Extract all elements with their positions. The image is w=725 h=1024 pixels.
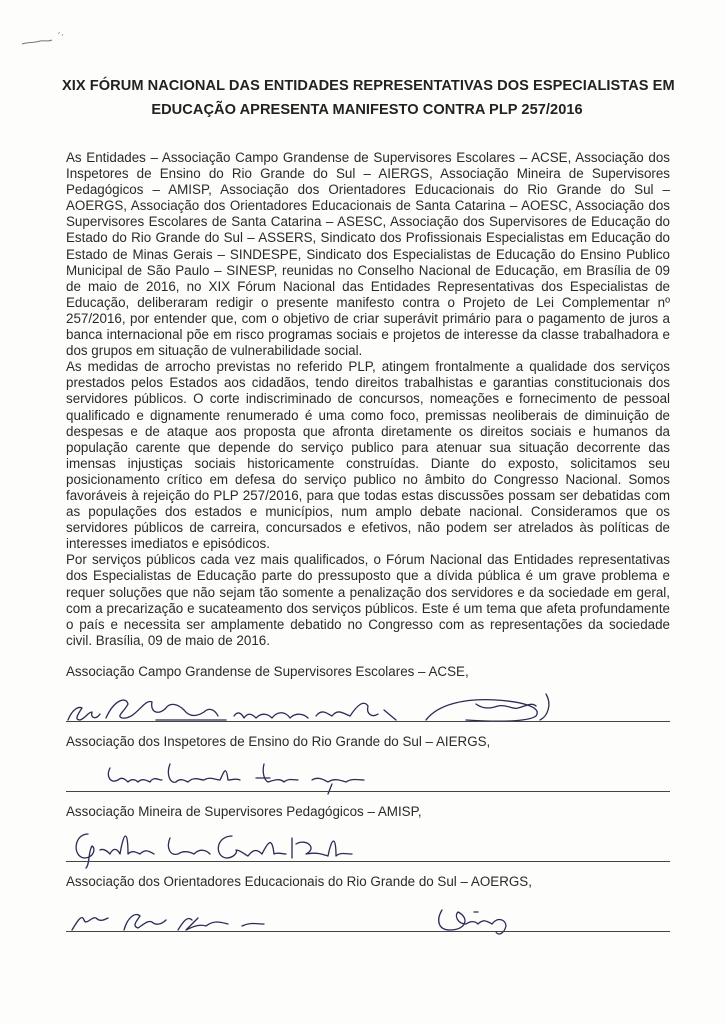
title-line-2: EDUCAÇÃO APRESENTA MANIFESTO CONTRA PLP 257/2016 (151, 102, 583, 118)
signature-label: Associação Mineira de Supervisores Pedagógicos – AMISP, (66, 804, 422, 819)
paragraph-1: As Entidades – Associação Campo Grandense de Supervisores Escolares – ACSE, Associação dos Inspetores de Ensino do Rio Grande do Sul – AIERGS, Associação Mineira de Supervisores Pedagógicos – AMISP, Associação dos Orientadores Educacionais do Rio Grande do Sul – AOERGS, Associação dos Orientadores Educacionais de Santa Catarina – AOESC, Associação dos Supervisores Escolares de Santa Catarina – ASESC, Associação dos Supervisores de Educação do Estado do Rio Grande do Sul – ASSERS, Sindicato dos Profissionais Especialistas em Educação do Estado de Minas Gerais – SINDESPE, Sindicato dos Especialistas de Educação do Ensino Publico Municipal de São Paulo – SINESP, reunidas no Conselho Nacional de Educação, em Brasília de 09 de maio de 2016, no XIX Fórum Nacional das Entidades Representativas dos Especialistas de Educação, deliberaram redigir o presente manifesto contra o Projeto de Lei Complementar nº 257/2016, por entender que, com o objetivo de criar superávit primário para o pagamento de juros a banca internacional põe em risco programas sociais e projetos de interesse da classe trabalhadora e dos grupos em situação de vulnerabilidade social. (66, 150, 670, 359)
paragraph-2: As medidas de arrocho previstas no referido PLP, atingem frontalmente a qualidade dos serviços prestados pelos Estados aos cidadãos, tendo direitos trabalhistas e garantias constitucionais dos servidores públicos. O corte indiscriminado de concursos, nomeações e fornecimento de pessoal qualificado e dignamente renumerado é uma como foco, premissas neoliberais de diminuição de despesas e de ataque aos proposta que afronta diretamente os direitos sociais e humanos da população carente que depende do serviço publico para atenuar sua situação decorrente das imensas injustiças sociais historicamente construídas. Diante do exposto, solicitamos seu posicionamento crítico em defesa do serviço publico no âmbito do Congresso Nacional. Somos favoráveis à rejeição do PLP 257/2016, para que todas estas discussões possam ser debatidas com as populações dos estados e municípios, num amplo debate nacional. Consideramos que os servidores públicos de carreira, concursados e efetivos, não podem ser atrelados às políticas de interesses imediatos e episódicos. (66, 359, 670, 552)
handwritten-signature (66, 820, 670, 864)
signature-block-aoergs (66, 874, 670, 934)
signature-label: Associação dos Orientadores Educacionais do Rio Grande do Sul – AOERGS, (66, 874, 532, 889)
signature-line (66, 721, 670, 722)
signature-area (66, 680, 670, 724)
handwritten-signature (66, 750, 670, 794)
signature-area (66, 750, 670, 794)
handwritten-signature (66, 890, 670, 934)
signature-block-amisp (66, 804, 670, 864)
signature-line (66, 861, 670, 862)
signature-label: Associação Campo Grandense de Supervisores Escolares – ACSE, (66, 664, 469, 679)
signature-area (66, 820, 670, 864)
signature-line (66, 791, 670, 792)
paragraph-3: Por serviços públicos cada vez mais qualificados, o Fórum Nacional das Entidades representativas dos Especialistas de Educação parte do pressuposto que a dívida pública é um grave problema e requer soluções que não sejam tão somente a penalização dos servidores e da sociedade em geral, com a precarização e sucateamento dos serviços públicos. Este é um tema que afeta profundamente o país e necessita ser amplamente debatido no Congresso com as representações da sociedade civil. Brasília, 09 de maio de 2016. (66, 552, 670, 648)
signature-block-aiergs (66, 734, 670, 794)
handwritten-signature (66, 680, 670, 724)
signature-block-acse (66, 664, 670, 724)
signature-line (66, 931, 670, 932)
signature-area (66, 890, 670, 934)
signature-label: Associação dos Inspetores de Ensino do Rio Grande do Sul – AIERGS, (66, 734, 491, 749)
corner-scribble-mark (18, 28, 68, 50)
manifesto-body (66, 150, 670, 649)
title-line-1: XIX FÓRUM NACIONAL DAS ENTIDADES REPRESENTATIVAS DOS ESPECIALISTAS EM (62, 78, 675, 94)
document-title (62, 74, 675, 122)
